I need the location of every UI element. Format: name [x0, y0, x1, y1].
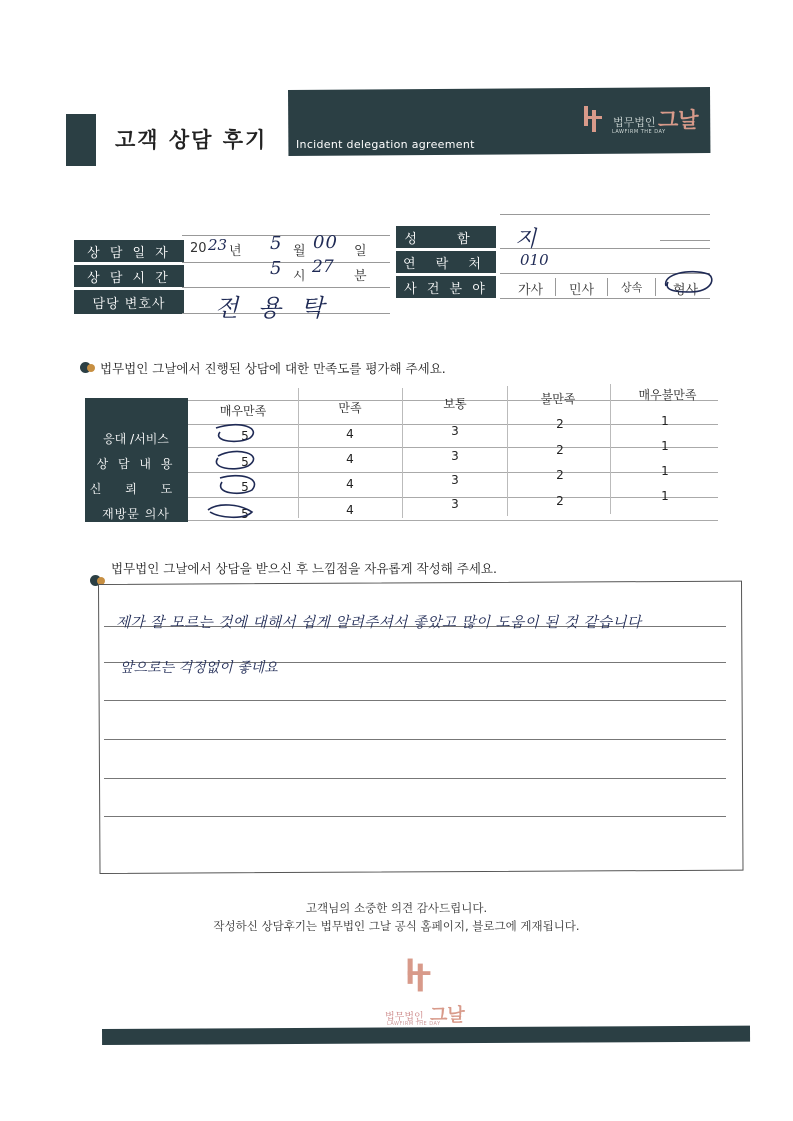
footer-notice: 작성하신 상담후기는 법무법인 그날 공식 홈페이지, 블로그에 게재됩니다. [213, 919, 580, 933]
divider [655, 278, 656, 296]
rating-selection-marks-icon [200, 418, 272, 526]
field-option-inheritance: 상속 [621, 281, 643, 294]
time-hour-value: 5 [270, 258, 282, 279]
date-year-suffix: 23 [208, 236, 228, 254]
contact-value: 010 [520, 251, 549, 269]
footer-thanks: 고객님의 소중한 의견 감사드립니다. [305, 901, 488, 915]
date-day-value: 00 [313, 232, 338, 253]
logo-name-text: 그날 [658, 108, 699, 132]
divider [402, 388, 403, 518]
footer-bar [102, 1026, 750, 1045]
field-option-criminal: 형사 [673, 283, 699, 298]
time-minute-value: 27 [312, 257, 334, 277]
score-cell: 3 [451, 497, 459, 511]
logo-firm-text: 법무법인 [613, 116, 656, 129]
row-label-service: 응대 /서비스 [103, 432, 169, 446]
divider [610, 384, 611, 514]
score-cell: 1 [661, 414, 669, 428]
score-cell: 4 [346, 452, 354, 466]
column-unsatisfied: 불만족 [540, 392, 576, 406]
score-cell: 3 [451, 449, 459, 463]
column-very-unsatisfied: 매우불만족 [638, 388, 697, 402]
write-line [104, 739, 726, 740]
divider [555, 278, 556, 296]
rule [500, 214, 710, 215]
page-title: 고객 상담 후기 [115, 128, 268, 152]
score-cell: 5 [241, 507, 249, 521]
score-cell: 5 [241, 480, 249, 494]
rule [500, 298, 710, 299]
footer-logo-firm: 법무법인 [385, 1012, 424, 1023]
feedback-question: 법무법인 그날에서 상담을 받으신 후 느낌점을 자유롭게 작성해 주세요. [111, 561, 497, 576]
score-cell: 5 [241, 429, 249, 443]
date-month-value: 5 [270, 233, 282, 254]
rule [182, 262, 390, 263]
name-label: 성 함 [396, 226, 496, 248]
rule [660, 240, 710, 241]
score-cell: 4 [346, 503, 354, 517]
field-option-civil: 민사 [569, 283, 595, 298]
divider [298, 388, 299, 518]
field-option-family: 가사 [518, 283, 544, 298]
footer-logo-english: LAWFIRM THE DAY [387, 1021, 441, 1027]
score-cell: 3 [451, 424, 459, 438]
header-accent-block [66, 114, 96, 166]
score-cell: 1 [661, 464, 669, 478]
time-minute-unit: 분 [354, 269, 367, 284]
footer-logo-name: 그날 [430, 1005, 465, 1026]
lawyer-value: 전 용 탁 [215, 294, 330, 322]
row-label-content: 상 담 내 용 [96, 457, 176, 471]
name-value: 지 [515, 227, 537, 252]
survey-question: 법무법인 그날에서 진행된 상담에 대한 만족도를 평가해 주세요. [100, 361, 446, 376]
divider [607, 278, 608, 296]
write-line [104, 816, 726, 817]
write-line [104, 700, 726, 701]
score-cell: 5 [241, 455, 249, 469]
score-cell: 2 [556, 494, 564, 508]
bullet-icon [80, 362, 94, 373]
lawyer-label: 담당 변호사 [74, 290, 184, 314]
score-cell: 2 [556, 443, 564, 457]
date-year-unit: 년 [229, 244, 242, 259]
field-label: 사 건 분 야 [396, 276, 496, 298]
divider [507, 386, 508, 516]
column-satisfied: 만족 [338, 401, 362, 415]
feedback-line-2: 앞으로는 걱정없이 좋네요 [120, 660, 278, 676]
date-day-unit: 일 [354, 244, 367, 259]
score-cell: 4 [346, 427, 354, 441]
firm-logo-icon [405, 956, 433, 994]
score-cell: 1 [661, 439, 669, 453]
time-hour-unit: 시 [293, 269, 306, 284]
score-cell: 2 [556, 468, 564, 482]
row-label-trust: 신 뢰 도 [89, 482, 183, 496]
score-cell: 1 [661, 489, 669, 503]
score-cell: 2 [556, 417, 564, 431]
write-line [104, 778, 726, 779]
feedback-line-1: 제가 잘 모르는 것에 대해서 쉽게 알려주셔서 좋았고 많이 도움이 된 것 같습니다 [116, 615, 642, 631]
firm-logo-icon [582, 104, 604, 134]
date-label: 상 담 일 자 [74, 240, 184, 262]
score-cell: 3 [451, 473, 459, 487]
date-month-unit: 월 [293, 244, 306, 259]
header-subtitle: Incident delegation agreement [296, 138, 475, 151]
column-very-satisfied: 매우만족 [219, 404, 267, 418]
logo-english-text: LAWFIRM THE DAY [612, 129, 666, 135]
column-neutral: 보통 [443, 397, 467, 411]
selection-circle-icon [660, 262, 716, 298]
score-cell: 4 [346, 477, 354, 491]
row-label-revisit: 재방문 의사 [102, 507, 170, 521]
time-label: 상 담 시 간 [74, 265, 184, 287]
date-year-prefix: 20 [190, 241, 207, 256]
contact-label: 연 락 처 [396, 251, 496, 273]
